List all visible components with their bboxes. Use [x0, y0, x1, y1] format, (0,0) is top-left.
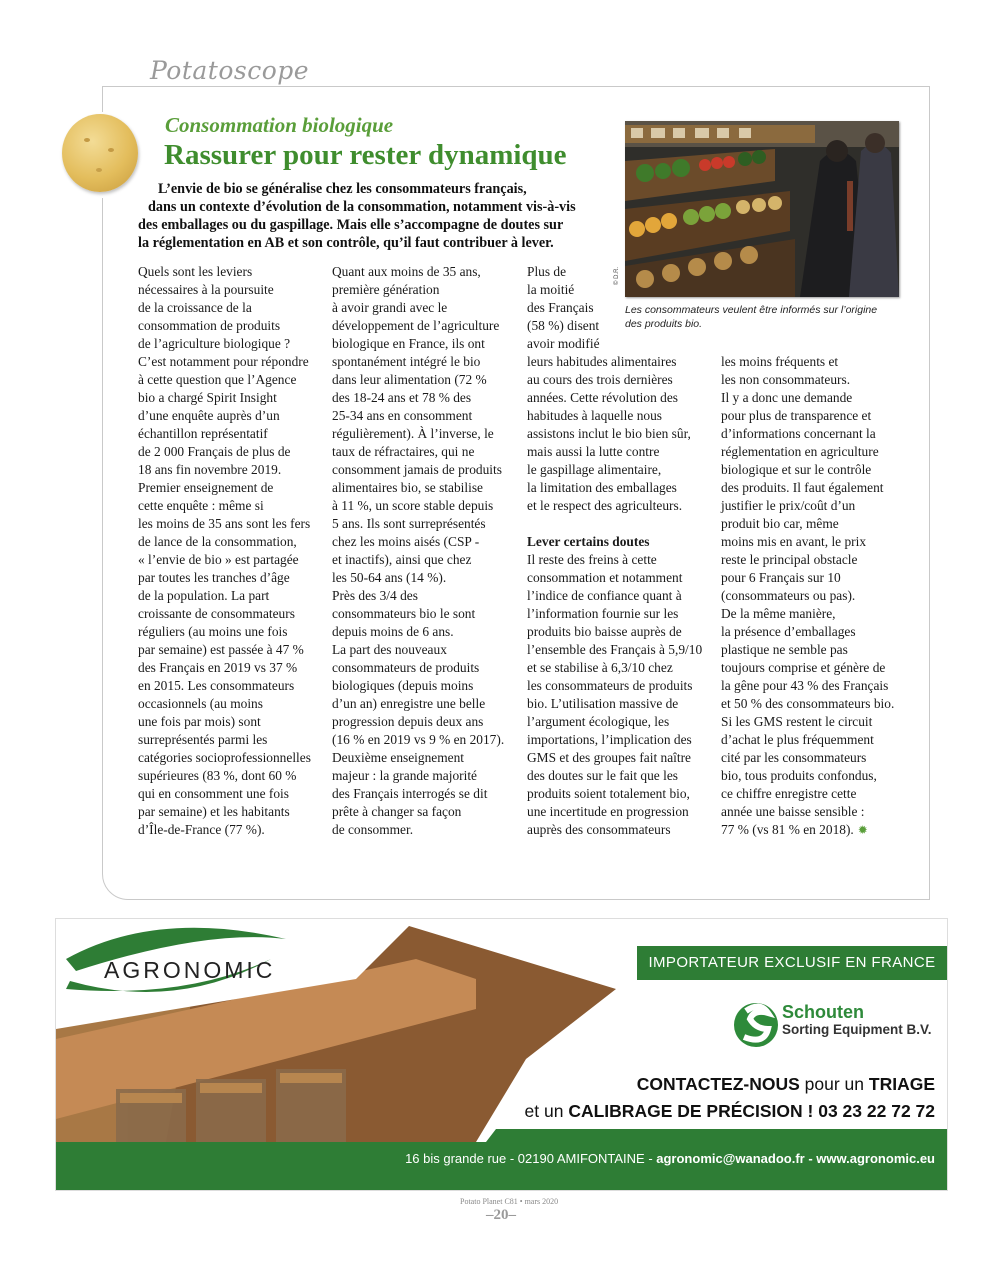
caption-line: Les consommateurs veulent être informés sur l’origine: [625, 304, 878, 316]
text-line: prête à changer sa façon: [332, 804, 462, 819]
text-line: de 2 000 Français de plus de: [138, 444, 291, 459]
text-line: d’achat le plus fréquemment: [721, 732, 874, 747]
contact-bold: TRIAGE: [868, 1074, 935, 1094]
text-line: les consommateurs de produits: [527, 678, 693, 693]
text-line: Quant aux moins de 35 ans,: [332, 264, 481, 279]
text-line: à avoir grandi avec le: [332, 300, 448, 315]
text-line: au cours des trois dernières: [527, 372, 673, 387]
text-line: Quels sont les leviers: [138, 264, 253, 279]
photo-organic-vegetable-stall: [625, 121, 899, 297]
article-kicker: Consommation biologique: [165, 113, 394, 137]
lead-line: L’envie de bio se généralise chez les consommateurs français,: [158, 181, 527, 197]
text-line: Premier enseignement de: [138, 480, 274, 495]
text-line: biologique et sur le contrôle: [721, 462, 872, 477]
email-link[interactable]: agronomic@wanadoo.fr: [656, 1151, 805, 1166]
text-line: plastique ne semble pas: [721, 642, 848, 657]
text-line: par semaine) est passée à 47 %: [138, 642, 304, 657]
text-line: le gaspillage alimentaire,: [527, 462, 662, 477]
text-line: l’indice de confiance quant à: [527, 588, 682, 603]
text-line: dans leur alimentation (72 %: [332, 372, 487, 387]
potato-icon: [62, 114, 138, 192]
text-line: des Français: [527, 300, 594, 315]
text-line: à 11 %, un score stable depuis: [332, 498, 494, 513]
text-line: une incertitude en progression: [527, 804, 689, 819]
address-text: 16 bis grande rue - 02190 AMIFONTAINE -: [405, 1151, 657, 1166]
column-1: [138, 263, 311, 839]
contact-bold: CONTACTEZ-NOUS: [636, 1074, 800, 1094]
text-line: Il y a donc une demande: [721, 390, 853, 405]
text-line: occasionnels (au moins: [138, 696, 263, 711]
text-line: d’un an) enregistre une belle: [332, 696, 486, 711]
lead-line: dans un contexte d’évolution de la consommation, notamment vis-à-vis: [148, 199, 576, 215]
text-line: bio, tous produits confondus,: [721, 768, 877, 783]
text-line: la moitié: [527, 282, 575, 297]
lead-line: des emballages ou du gaspillage. Mais elle s’accompagne de doutes sur: [138, 217, 564, 233]
page-number: –20–: [486, 1207, 516, 1223]
text-line: consommateurs bio le sont: [332, 606, 476, 621]
text-line: depuis moins de 6 ans.: [332, 624, 454, 639]
text-line: de lance de la consommation,: [138, 534, 297, 549]
text-line: GMS et des groupes fait naître: [527, 750, 691, 765]
text-line: La part des nouveaux: [332, 642, 447, 657]
issue-info: Potato Planet C81 • mars 2020: [460, 1197, 559, 1206]
text-line: réguliers (au moins une fois: [138, 624, 288, 639]
text-line: mais aussi la lutte contre: [527, 444, 660, 459]
text-line: années. Cette révolution des: [527, 390, 678, 405]
agronomic-logo-text: AGRONOMIC: [104, 957, 276, 983]
text-line: chez les moins aisés (CSP -: [332, 534, 480, 549]
text-line: moins mis en avant, le prix: [721, 534, 867, 549]
text-line: et se stabilise à 6,3/10 chez: [527, 660, 673, 675]
text-line: produit bio car, même: [721, 516, 839, 531]
article-title: Rassurer pour rester dynamique: [164, 139, 567, 171]
text-line: Plus de: [527, 264, 567, 279]
column-3: [527, 353, 702, 839]
text-line: par semaine) et les habitants: [138, 804, 290, 819]
text-line: consomment jamais de produits: [332, 462, 502, 477]
text-line: les 50-64 ans (14 %).: [332, 570, 447, 585]
text-line: consommation de produits: [138, 318, 281, 333]
contact-line-1: [637, 1074, 935, 1095]
text-line: alimentaires bio, se stabilise: [332, 480, 483, 495]
text-line: la présence d’emballages: [721, 624, 856, 639]
text-line: consommation et notamment: [527, 570, 683, 585]
ad-address: [405, 1151, 935, 1166]
text-line: (consommateurs ou pas).: [721, 588, 856, 603]
text-line: De la même manière,: [721, 606, 836, 621]
text-line: et 50 % des consommateurs bio.: [721, 696, 895, 711]
contact-line-2: [525, 1101, 935, 1122]
text-line: 25-34 ans en consomment: [332, 408, 473, 423]
text-line: catégories socioprofessionnelles: [138, 750, 311, 765]
text-line: biologiques (depuis moins: [332, 678, 474, 693]
text-line: les non consommateurs.: [721, 372, 851, 387]
website-link[interactable]: www.agronomic.eu: [816, 1151, 935, 1166]
text-line: consommateurs de produits: [332, 660, 480, 675]
article-lead: [138, 180, 614, 252]
text-line: les moins de 35 ans sont les fers: [138, 516, 311, 531]
end-mark-icon: ✹: [857, 823, 868, 837]
text-line: d’informations concernant la: [721, 426, 876, 441]
text-line: Il reste des freins à cette: [527, 552, 657, 567]
text-line: supérieures (83 %, dont 60 %: [138, 768, 297, 783]
text-line: de la population. La part: [138, 588, 270, 603]
schouten-subtitle: Sorting Equipment B.V.: [782, 1022, 932, 1037]
column-4: [721, 353, 894, 839]
lead-line: la réglementation en AB et son contrôle, qu’il faut contribuer à lever.: [138, 235, 554, 251]
text-line: justifier le prix/coût d’un: [721, 498, 856, 513]
text-line: Près des 3/4 des: [332, 588, 418, 603]
text-line: des doutes sur le fait que les: [527, 768, 678, 783]
text-line: « l’envie de bio » est partagée: [138, 552, 299, 567]
text-line: des Français en 2019 vs 37 %: [138, 660, 298, 675]
text-line: bio. L’utilisation massive de: [527, 696, 679, 711]
text-line: réglementation en agriculture: [721, 444, 879, 459]
spacer: [527, 515, 702, 533]
photo-illustration: [625, 121, 899, 297]
text-line: ce chiffre enregistre cette: [721, 786, 857, 801]
text-line: assistons inclut le bio bien sûr,: [527, 426, 691, 441]
text-line: (58 %) disent: [527, 318, 600, 333]
text-line: bio a chargé Spirit Insight: [138, 390, 277, 405]
text-line: habitudes à laquelle nous: [527, 408, 662, 423]
separator: -: [804, 1151, 817, 1166]
schouten-name: Schouten: [782, 1002, 865, 1022]
text-line: la limitation des emballages: [527, 480, 677, 495]
text-line: par toutes les tranches d’âge: [138, 570, 290, 585]
column-3-top: [527, 263, 600, 353]
text-line: la gêne pour 43 % des Français: [721, 678, 889, 693]
contact-text: et un: [524, 1101, 569, 1121]
text-line: de la croissance de la: [138, 300, 252, 315]
text-line: développement de l’agriculture: [332, 318, 500, 333]
subheading: Lever certains doutes: [527, 534, 650, 549]
text-line: cité par les consommateurs: [721, 750, 867, 765]
text-line: Si les GMS restent le circuit: [721, 714, 873, 729]
text-line: régulièrement). À l’inverse, le: [332, 426, 494, 441]
importer-banner: IMPORTATEUR EXCLUSIF EN FRANCE: [637, 946, 947, 980]
text-line: majeur : la grande majorité: [332, 768, 478, 783]
text-line: qui en consomment une fois: [138, 786, 289, 801]
text-line: auprès des consommateurs: [527, 822, 671, 837]
text-line: des 18-24 ans et 78 % des: [332, 390, 472, 405]
text-line: échantillon représentatif: [138, 426, 268, 441]
text-line: cette enquête : même si: [138, 498, 264, 513]
text-line: et le respect des agriculteurs.: [527, 498, 683, 513]
text-line: et inactifs), ainsi que chez: [332, 552, 472, 567]
column-3-after: [527, 551, 702, 839]
column-3-main: [527, 353, 702, 515]
advertisement-agronomic: [55, 918, 948, 1191]
text-line: produits bio baisse auprès de: [527, 624, 682, 639]
text-line: de l’agriculture biologique ?: [138, 336, 291, 351]
text-line: d’une enquête auprès d’un: [138, 408, 280, 423]
text-line: pour plus de transparence et: [721, 408, 872, 423]
text-line: première génération: [332, 282, 440, 297]
text-line: biologique en France, ils ont: [332, 336, 485, 351]
photo-caption: [625, 303, 905, 331]
text-line: taux de réfractaires, qui ne: [332, 444, 475, 459]
text-line: importations, l’implication des: [527, 732, 692, 747]
column-2: [332, 263, 504, 839]
text-line: Deuxième enseignement: [332, 750, 464, 765]
text-line: d’Île-de-France (77 %).: [138, 822, 265, 837]
text-line: une fois par mois) sont: [138, 714, 261, 729]
text-line: 77 % (vs 81 % en 2018). ✹: [721, 822, 868, 837]
photo-credit: © D.R.: [614, 266, 620, 285]
text-line: l’information fournie sur les: [527, 606, 679, 621]
text-line: spontanément intégré le bio: [332, 354, 481, 369]
text-line: reste le principal obstacle: [721, 552, 858, 567]
text-line: C’est notamment pour répondre: [138, 354, 309, 369]
text-line: croissante de consommateurs: [138, 606, 295, 621]
text-line: progression depuis deux ans: [332, 714, 484, 729]
text-line: les moins fréquents et: [721, 354, 839, 369]
text-line: (16 % en 2019 vs 9 % en 2017).: [332, 732, 505, 747]
text-line: des Français interrogés se dit: [332, 786, 488, 801]
text-line: pour 6 Français sur 10: [721, 570, 841, 585]
text-line: année une baisse sensible :: [721, 804, 865, 819]
text-line: l’ensemble des Français à 5,9/10: [527, 642, 703, 657]
text-line: 5 ans. Ils sont surreprésentés: [332, 516, 486, 531]
section-rubric: Potatoscope: [150, 56, 310, 85]
text-line: nécessaires à la poursuite: [138, 282, 274, 297]
ad-footer-bar: [56, 1142, 948, 1191]
text-line: l’argument écologique, les: [527, 714, 670, 729]
caption-line: des produits bio.: [625, 318, 703, 330]
text-line: en 2015. Les consommateurs: [138, 678, 295, 693]
text-line: des produits. Il faut également: [721, 480, 884, 495]
text-line: de consommer.: [332, 822, 414, 837]
text-line: leurs habitudes alimentaires: [527, 354, 677, 369]
contact-text: pour un: [799, 1074, 869, 1094]
contact-bold-phone: CALIBRAGE DE PRÉCISION ! 03 23 22 72 72: [568, 1101, 935, 1121]
text-line: produits soient totalement bio,: [527, 786, 690, 801]
text-line: surreprésentés parmi les: [138, 732, 268, 747]
text-line: avoir modifié: [527, 336, 600, 351]
text-line: toujours comprise et génère de: [721, 660, 886, 675]
text-line: à cette question que l’Agence: [138, 372, 297, 387]
text-line: 18 ans fin novembre 2019.: [138, 462, 282, 477]
